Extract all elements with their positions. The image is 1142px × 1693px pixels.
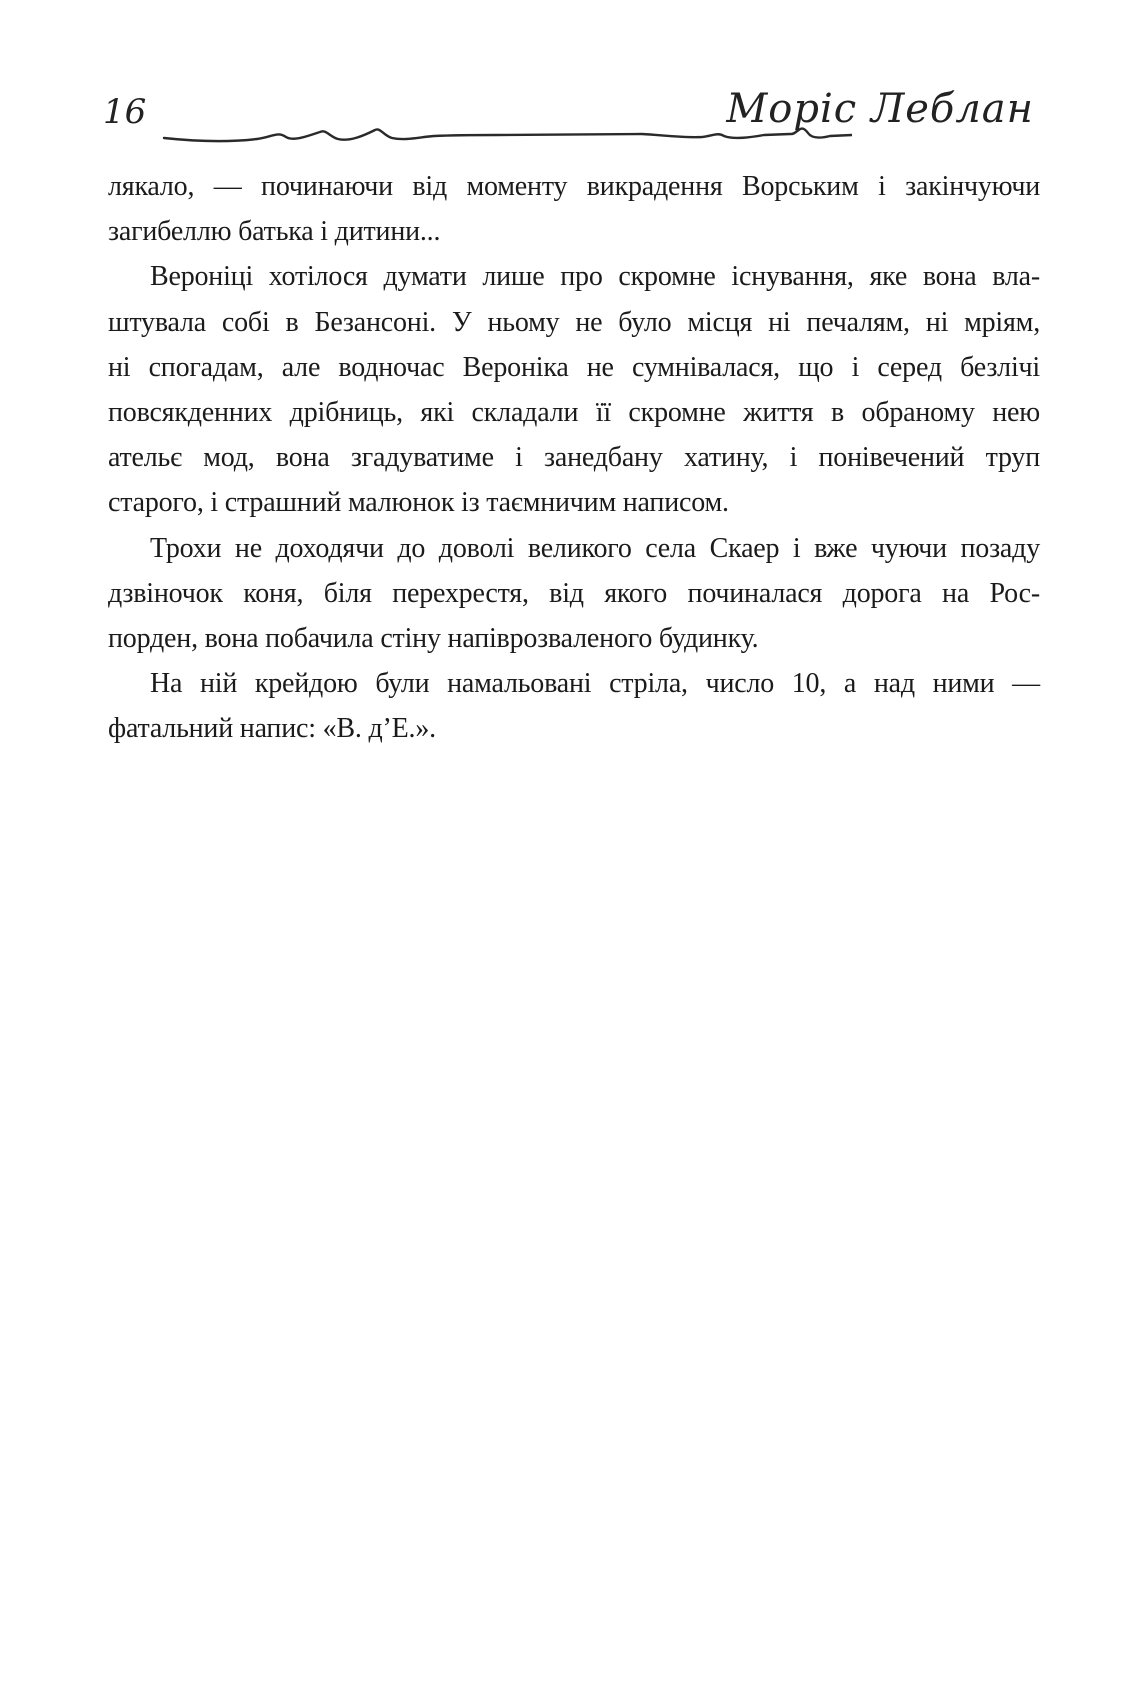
text-line: ні спогадам, але водночас Вероніка не сумнівалася, що і серед безлічі: [108, 351, 1040, 383]
body-text-block: [108, 164, 1040, 752]
text-line: загибеллю батька і дитини...: [108, 216, 441, 248]
page-number: 16: [103, 92, 147, 132]
running-head-author-name: Моріс Леблан: [726, 86, 1034, 132]
text-line: штувала собі в Безансоні. У ньому не було місця ні печалям, ні мріям,: [108, 306, 1040, 338]
text-line: дзвіночок коня, біля перехрестя, від якого починалася дорога на Рос-: [108, 577, 1040, 609]
text-line: Трохи не доходячи до доволі великого села Скаер і вже чуючи позаду: [150, 532, 1040, 564]
text-line: лякало, — починаючи від моменту викрадення Ворським і закінчуючи: [108, 171, 1040, 202]
text-line: Вероніці хотілося думати лише про скромне існування, яке вона вла-: [150, 261, 1040, 293]
text-line: ательє мод, вона згадуватиме і занедбану хатину, і понівечений труп: [108, 442, 1040, 474]
text-line: старого, і страшний малюнок із таємничим написом.: [108, 487, 729, 519]
text-line: На ній крейдою були намальовані стріла, число 10, а над ними —: [150, 668, 1040, 700]
text-line: фатальний напис: «В. д’Е.».: [108, 713, 436, 745]
text-line: повсякденних дрібниць, які складали її скромне життя в обраному нею: [108, 397, 1040, 429]
text-line: порден, вона побачила стіну напіврозваленого будинку.: [108, 623, 759, 655]
